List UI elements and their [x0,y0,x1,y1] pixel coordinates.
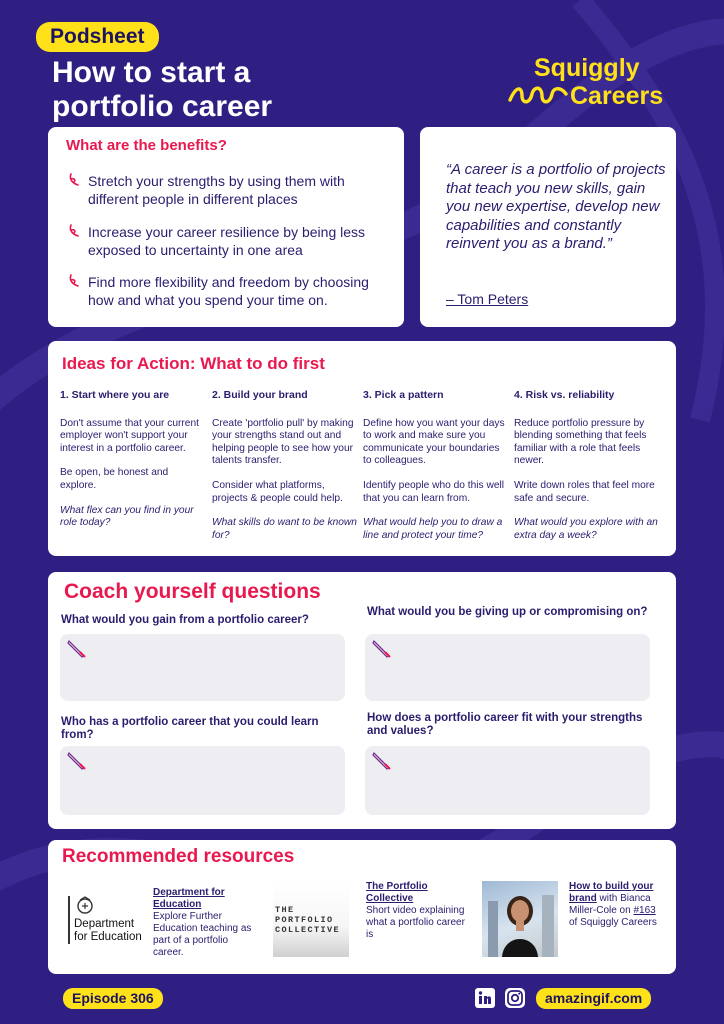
pencil-icon [371,638,393,660]
collective-link[interactable]: The Portfolio Collective [366,881,428,904]
benefit-text: Increase your career resilience by being less exposed to uncertainty in one area [88,224,366,258]
linkedin-icon[interactable] [475,988,495,1008]
pencil-icon [371,750,393,772]
benefit-item [68,273,388,309]
website-badge[interactable]: amazingif.com [536,988,651,1009]
dfe-logo-line2: for Education [74,931,142,943]
benefits-card [48,127,404,327]
brand-resource [569,881,665,929]
answer-box[interactable] [365,634,650,701]
dfe-resource [153,887,258,959]
quote-card [420,127,676,327]
quote-text: “A career is a portfolio of projects that teach you new skills, gain you new expertise, develop new capabilities and constantly reinvent you as a brand.” [446,161,666,252]
idea-text: Define how you want your days to work and make sure you communicate your boundaries to colleagues. [363,417,505,467]
coach-question: What would you gain from a portfolio career? [61,614,309,626]
squiggly-careers-logo [506,54,686,114]
episode-badge: Episode 306 [63,988,163,1009]
ideas-card [48,341,676,556]
idea-text: Create 'portfolio pull' by making your strengths stand out and helping people to see how your talents transfer. [212,417,354,467]
logo-word-2: Careers [570,82,664,110]
benefit-text: Stretch your strengths by using them with different people in different places [88,173,345,207]
podsheet-badge: Podsheet [36,22,159,52]
page-title: How to start a portfolio career [52,56,273,123]
coach-card [48,572,676,829]
dfe-logo-bar [68,896,70,944]
ideas-heading: Ideas for Action: What to do first [62,354,325,373]
idea-question: What skills do want to be known for? [212,517,357,541]
answer-box[interactable] [365,746,650,815]
dfe-logo-text [74,918,142,944]
instagram-icon[interactable] [505,988,525,1008]
idea-question: What flex can you find in your role today? [60,504,194,529]
idea-title: 2. Build your brand [212,389,308,401]
dfe-logo-line1: Department [74,918,135,930]
idea-text: Consider what platforms, projects & people could help. [212,479,343,504]
benefits-heading: What are the benefits? [66,137,227,154]
idea-column [514,389,660,554]
squiggle-bullet-icon [68,224,80,238]
idea-text: Identify people who do this well that you can learn from. [363,479,505,504]
answer-box[interactable] [60,746,345,815]
idea-title: 3. Pick a pattern [363,389,444,401]
person-photo-icon [482,881,558,957]
idea-title: 4. Risk vs. reliability [514,389,615,401]
resources-card [48,840,676,974]
idea-text: Don't assume that your current employer won't support your interest in a portfolio career. [60,417,199,454]
idea-column [60,389,206,542]
logo-word-1: Squiggly [534,54,640,82]
dfe-description: Explore Further Education teaching as part of a portfolio career. [153,911,252,958]
idea-question: What would you explore with an extra day a week? [514,517,658,541]
bianca-photo [482,881,558,957]
idea-column [363,389,509,554]
benefit-item [68,172,388,208]
quote-author-link[interactable]: – Tom Peters [446,291,529,307]
brand-desc-2: of Squiggly Careers [569,917,657,928]
idea-question: What would help you to draw a line and protect your time? [363,517,503,541]
idea-title: 1. Start where you are [60,389,170,401]
idea-text: Write down roles that feel more safe and secure. [514,479,655,504]
idea-text: Be open, be honest and explore. [60,467,169,491]
resources-heading: Recommended resources [62,846,295,867]
brand-desc-1: with Bianca Miller-Cole on [569,893,651,916]
crest-icon [74,896,96,916]
portfolio-collective-logo-text: THE PORTFOLIO COLLECTIVE [275,905,341,935]
idea-column [212,389,358,554]
episode-163-link[interactable]: #163 [633,905,656,916]
idea-text: Reduce portfolio pressure by blending something that feels familiar with a role that feels newer. [514,417,647,467]
collective-resource [366,881,466,941]
benefit-text: Find more flexibility and freedom by choosing how and what you spend your time on. [88,274,369,308]
pencil-icon [66,638,88,660]
dfe-logo [68,896,154,952]
coach-question: What would you be giving up or compromising on? [367,606,648,618]
squiggle-bullet-icon [68,173,80,187]
benefit-item [68,223,388,259]
pencil-icon [66,750,88,772]
squiggle-icon [508,82,570,108]
dfe-link[interactable]: Department for Education [153,887,225,910]
coach-heading: Coach yourself questions [64,580,321,603]
portfolio-collective-logo [273,881,349,957]
collective-description: Short video explaining what a portfolio career is [366,905,465,940]
coach-question: Who has a portfolio career that you could learn from? [61,716,319,741]
squiggle-bullet-icon [68,274,80,288]
answer-box[interactable] [60,634,345,701]
coach-question: How does a portfolio career fit with your strengths and values? [367,712,643,737]
brand-link[interactable]: How to build your brand [569,881,654,904]
